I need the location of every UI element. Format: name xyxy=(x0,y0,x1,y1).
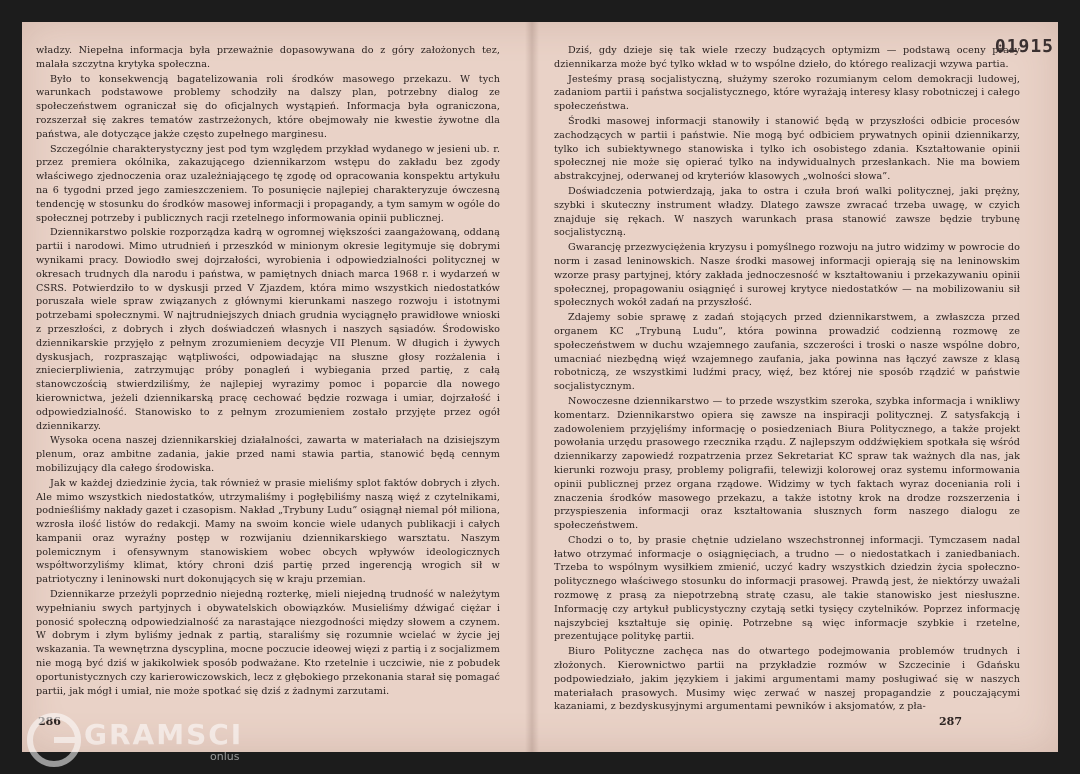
watermark-name: GRAMSCI xyxy=(84,718,244,751)
right-paragraph-4: Doświadczenia potwierdzają, jaka to ostra i czuła broń walki politycznej, jaki prężny, szybki i skuteczny instrument władzy. Dlatego zawsze zwracać trzeba uwagę, w czyich znajduje się rękach. W naszych warunkach prasa stanowić zawsze będzie trybunę socjalistyczną. xyxy=(554,185,1020,239)
archive-stamp-number: 01915 xyxy=(994,36,1054,57)
right-paragraph-1: Dziś, gdy dzieje się tak wiele rzeczy budzących optymizm — podstawą oceny pracy dziennikarza może być tylko wkład w to wspólne dzieło, do którego realizacji wzywa partia. xyxy=(554,45,1020,70)
right-paragraph-7: Nowoczesne dziennikarstwo — to przede wszystkim szeroka, szybka informacja i wnikliwy komentarz. Dziennikarstwo opiera się zawsze na inspiracji politycznej. Z satysfakcją i zadowoleniem przyjęliśmy informację o posiedzeniach Biura Politycznego, a także projekt powołania urzędu prasowego rzecznika rządu. Z najlepszym oddźwiękiem spotkała się wśród dziennikarzy zapowiedź rozpatrzenia przez Sekretariat KC spraw tak ważnych dla nas, jak kierunki rozwoju prasy, problemy poligrafii, telewizji kolorowej oraz systemu informowania opinii publicznej przez organa rządowe. Widzimy w tych faktach wyraz doceniania roli i znaczenia środków masowego przekazu, a także istotny krok na drodze rozszerzenia i przyspieszenia informacji oraz kształtowania słusznych form naszego dialogu ze społeczeństwem. xyxy=(554,395,1020,532)
watermark-subtitle: onlus xyxy=(210,750,240,763)
right-paragraph-9: Biuro Polityczne zachęca nas do otwartego podejmowania problemów trudnych i złożonych. Kierownictwo partii na przykładzie rozmów w Szczecinie i Gdańsku podpowiedziało, jakim językiem i jakimi argumentami mamy posługiwać się w naszych materiałach prasowych. Musimy więc zerwać w naszej propagandzie z pouczającymi kazaniami, z bezdyskusyjnymi argumentami pewników i aksjomatów, z pła- xyxy=(554,646,1020,713)
right-paragraph-5: Gwarancję przezwyciężenia kryzysu i pomyślnego rozwoju na jutro widzimy w powrocie do norm i zasad leninowskich. Nasze środki masowej informacji opierają się na leninowskim wzorze prasy partyjnej, który zakłada jednoczesność w kształtowaniu i przekazywaniu opinii społecznej, propagowaniu osiągnięć i surowej krytyce niedostatków — na mobilizowaniu sił społecznych wokół zadań na przyszłość. xyxy=(554,242,1020,309)
left-page-number: 286 xyxy=(38,715,61,728)
left-paragraph-2: Było to konsekwencją bagatelizowania roli środków masowego przekazu. W tych warunkach podstawowe problemy schodziły na dalszy plan, potrzebny dialog ze społeczeństwem ograniczał się do oficjalnych wystąpień. Informacja była ograniczona, rozszerzał się zakres tematów zastrzeżonych, które obejmowały nie kwestie żywotne dla państwa, ale dotyczące jakże często zupełnego marginesu. xyxy=(36,73,500,140)
left-paragraph-1: władzy. Niepełna informacja była przeważnie dopasowywana do z góry założonych tez, malała szczytna krytyka społeczna. xyxy=(36,45,500,70)
book-spread xyxy=(22,22,1058,752)
left-page-text xyxy=(36,44,500,699)
left-paragraph-3: Szczególnie charakterystyczny jest pod tym względem przykład wydanego w jesieni ub. r. przez premiera okólnika, zakazującego dziennikarzom wstępu do zakładu bez zgody właściwego zjednoczenia oraz uzależniającego tę zgodę od opracowania konspektu artykułu na 6 tygodni przed jego zamieszczeniem. To posunięcie najlepiej charakteryzuje ówczesną tendencję w stosunku do środków masowej informacji i propagandy, a tym samym w ogóle do społecznej potrzeby i publicznych racji rzetelnego informowania opinii publicznej. xyxy=(36,143,500,224)
book-gutter xyxy=(525,22,539,752)
right-paragraph-6: Zdajemy sobie sprawę z zadań stojących przed dziennikarstwem, a zwłaszcza przed organem KC „Trybuną Ludu”, która powinna prowadzić codzienną rozmowę ze społeczeństwem w duchu wzajemnego zaufania, szczerości i troski o nasze wspólne dobro, umacniać niezbędną więź wzajemnego zaufania, jaka powinna nas łączyć zawsze z klasą robotniczą, ze wszystkimi ludźmi pracy, więź, bez której nie sposób rządzić w państwie socjalistycznym. xyxy=(554,312,1020,393)
right-paragraph-3: Środki masowej informacji stanowiły i stanowić będą w przyszłości odbicie procesów zachodzących w partii i państwie. Nie mogą być odbiciem prywatnych opinii dziennikarzy, tylko ich subiektywnego stanowiska i tylko ich osobistego zdania. Kształtowanie opinii społecznej nie może się opierać tylko na indywidualnych przesłankach. Nie ma bowiem abstrakcyjnej, oderwanej od kryteriów klasowych „wolności słowa”. xyxy=(554,115,1020,183)
right-page-text xyxy=(554,44,1020,715)
left-paragraph-4: Dziennikarstwo polskie rozporządza kadrą w ogromnej większości zaangażowaną, oddaną partii i narodowi. Mimo utrudnień i przeszkód w minionym okresie legitymuje się dobrymi wynikami pracy. Dowiodło swej dojrzałości, wyrobienia i odpowiedzialności politycznej w okresach trudnych dla narodu i państwa, w pamiętnych dniach marca 1968 r. i wydarzeń w CSRS. Potwierdziło to w dyskusji przed V Zjazdem, która mimo wszystkich niedostatków poruszała wiele spraw związanych z głównymi kierunkami naszego rozwoju i istotnymi potrzebami społecznymi. W najtrudniejszych dniach grudnia wyciągnęło prawidłowe wnioski z przeszłości, z dobrych i złych doświadczeń własnych i naszych sąsiadów. Środowisko dziennikarskie przyjęło z pełnym zrozumieniem decyzje VII Plenum. W długich i żywych dyskusjach, rozpraszając wątpliwości, odpowiadając na słuszne głosy rozżalenia i zniecierpliwienia, zatrzymując próby ponagleń i wybiegania przed partię, z całą stanowczością stwierdziliśmy, że najlepiej wyrazimy pomoc i poparcie dla nowego kierownictwa, jeżeli dziennikarską pracę cechować będzie rozwaga i umiar, dojrzałość i odpowiedzialność. Stanowisko to z pełnym zrozumieniem zostało przyjęte przez ogół dziennikarzy. xyxy=(36,227,500,432)
right-paragraph-2: Jesteśmy prasą socjalistyczną, służymy szeroko rozumianym celom demokracji ludowej, zadaniom partii i państwa socjalistycznego, które wyrażają interesy klasy robotniczej i całego społeczeństwa. xyxy=(554,73,1020,113)
gramsci-logo-icon xyxy=(24,710,84,770)
right-page-number: 287 xyxy=(939,715,962,728)
left-paragraph-6: Jak w każdej dziedzinie życia, tak również w prasie mieliśmy splot faktów dobrych i złych. Ale mimo wszystkich niedostatków, utrzymaliśmy i pogłębiliśmy naszą więź z czytelnikami, podnieśliśmy nakłady gazet i czasopism. Nakład „Trybuny Ludu” osiągnął niemal pół miliona, wzrosła ilość listów do redakcji. Mamy na swoim koncie wiele udanych publikacji i całych kampanii oraz wyraźny postęp w rozwijaniu dziennikarskiego warsztatu. Naszym polemicznym i ofensywnym stanowiskiem wobec obcych wpływów ideologicznych współtworzyliśmy klimat, który chroni dziś partię przed ingerencją wrogich sił w patriotyczny i leninowski nurt dokonujących się w kraju przemian. xyxy=(36,477,500,586)
right-paragraph-8: Chodzi o to, by prasie chętnie udzielano wszechstronnej informacji. Tymczasem nadal łatwo otrzymać informacje o osiągnięciach, a trudno — o niedostatkach i zaniedbaniach. Trzeba to wspólnym wysiłkiem zmienić, uczyć kadry wszystkich dziedzin życia społeczno-politycznego właściwego stosunku do informacji prasowej. Prawdą jest, że niektórzy uważali rozmowę z prasą za niepotrzebną stratę czasu, ale takie stanowisko jest niesłuszne. Informację czy artykuł publicystyczny czytają setki tysięcy czytelników. Poprzez informację najszybciej kształtuje się opinię. Potrzebne są więc informacje szybkie i rzetelne, prezentujące politykę partii. xyxy=(554,534,1020,643)
left-paragraph-5: Wysoka ocena naszej dziennikarskiej działalności, zawarta w materiałach na dzisiejszym plenum, oraz ambitne zadania, jakie przed nami stawia partia, stanowić będą cennym mobilizujący dla całego środowiska. xyxy=(36,435,500,474)
left-paragraph-7: Dziennikarze przeżyli poprzednio niejedną rozterkę, mieli niejedną trudność w należytym wypełnianiu swych partyjnych i obywatelskich obowiązków. Musieliśmy dźwigać ciężar i ponosić społeczną odpowiedzialność za narastające niezgodności między słowem a czynem. W dobrym i złym byliśmy jednak z partią, staraliśmy się rozumnie wcielać w życie jej wskazania. Ta wewnętrzna dyscyplina, mocne poczucie ideowej więzi z partią i z socjalizmem nie mogą być dziś w jakikolwiek sposób podważane. Kto rzetelnie i uczciwie, nie z pobudek oportunistycznych czy karierowiczowskich, lecz z głębokiego przekonania starał się pomagać partii, jak mógł i umiał, nie może spotkać się dziś z żadnymi zarzutami. xyxy=(36,589,500,697)
gramsci-watermark xyxy=(14,710,264,770)
